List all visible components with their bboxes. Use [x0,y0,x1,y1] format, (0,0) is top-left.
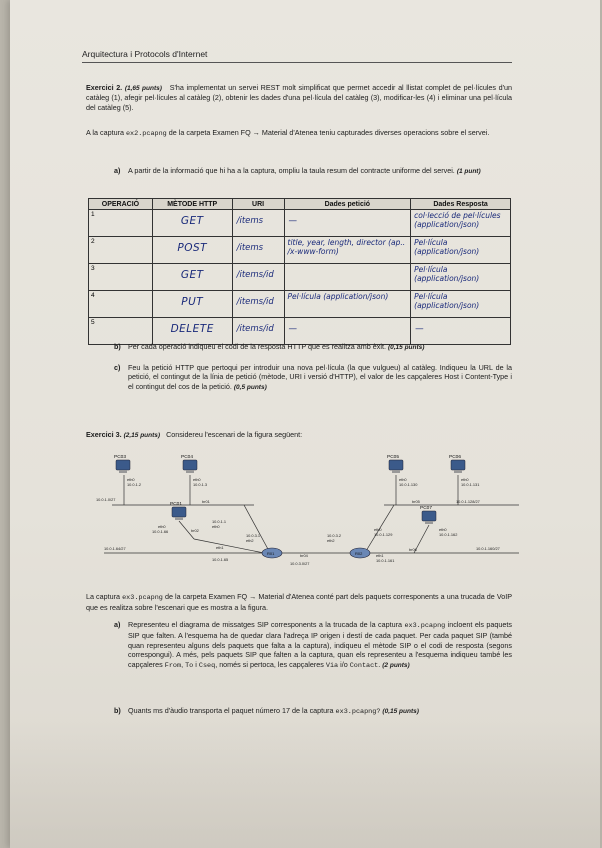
interface-label: eth0 [158,524,166,529]
ip-label: 10.0.1.1 [212,519,227,524]
ex2-item-b-letter: b) [114,342,121,351]
ex3-item-a-points: (2 punts) [382,661,410,669]
ex2-item-b-points: (0,15 punts) [387,344,425,351]
uri-cell [232,291,284,318]
row-number-cell [89,237,153,264]
request-cell [284,318,411,345]
table-row [89,237,511,264]
interface-label: eth0 [127,477,135,482]
method-handwriting: PUT [181,296,204,308]
table-row [89,264,511,291]
ex2-item-a [114,166,512,176]
ex2-intro [86,83,512,112]
interface-label: eth2 [327,538,335,543]
network-diagram [94,453,524,573]
sip-header-cseq: Cseq [198,661,216,670]
bridge-label: br01 [202,499,210,504]
col-header: Dades petició [284,199,411,210]
pc-icons [116,460,465,521]
ex3-capture-post: de la carpeta Examen FQ → Material d'Atenea conté part dels paquets corresponents a una trucada de VoIP que es realitza sobre l'escenari que es mostra a la figura. [86,592,513,613]
sip-header-from: From [164,661,182,670]
ex2-title: Exercici 2. [86,83,123,92]
response-handwriting: col·lecció de pel·lícules (application/json) [414,211,501,229]
ex3-item-b-letter: b) [114,706,121,715]
ex2-capture-file: ex2.pcapng [125,130,167,138]
table-row [89,210,511,237]
method-cell [152,291,232,318]
ip-label: 10.0.1.130 [399,482,418,487]
col-header: MÈTODE HTTP [152,199,232,210]
computer-icon [183,460,197,470]
method-cell [152,237,232,264]
router-label: R02 [355,551,363,556]
row-number: 1 [91,211,95,218]
ex2-capture-post: de la carpeta Examen FQ → Material d'Atenea teniu capturades diverses operacions sobre el servei. [168,128,490,137]
row-number-cell [89,291,153,318]
ex2-item-b-text: Per cada operació indiqueu el codi de la resposta HTTP que es realitza amb èxit. [128,342,386,351]
router-label: R01 [267,551,275,556]
interface-label: eth2 [246,538,254,543]
ip-label: 10.0.3.2 [327,533,342,538]
uri-cell [232,210,284,237]
pc-label: PC04 [181,455,193,460]
ip-label: 10.0.1.65 [212,557,229,562]
request-cell [284,237,411,264]
bridge-label: br02 [191,528,199,533]
ex3-item-a-text-3: només si pertoca, les capçaleres [219,659,324,669]
ex3-points: (2,15 punts) [123,432,161,439]
ex3-item-a-file: ex3.pcapng [404,622,446,630]
uri-cell [232,264,284,291]
sip-header-via: Via [325,661,339,670]
ex2-item-a-letter: a) [114,166,121,175]
response-cell [411,291,511,318]
pc-label: PC03 [114,455,126,460]
response-handwriting: — [415,324,424,334]
col-header: Dades Resposta [411,199,511,210]
col-header: URI [232,199,284,210]
request-cell [284,210,411,237]
subnet-label: 10.0.3.0/27 [290,561,310,566]
table-row [89,291,511,318]
response-handwriting: Pel·lícula (application/json) [414,238,480,256]
row-number-cell [89,264,153,291]
page-header: Arquitectura i Protocols d'Internet [82,49,512,63]
response-handwriting: Pel·lícula (application/json) [414,265,480,283]
ip-label: 10.0.1.161 [376,558,395,563]
ex2-capture-pre: A la captura [86,128,124,137]
ex2-item-a-text: A partir de la informació que hi ha a la captura, ompliu la taula resum del contracte uniforme del servei. [128,166,455,175]
method-cell [152,318,232,345]
col-header: OPERACIÓ [89,199,153,210]
bridge-label: br05 [412,499,420,504]
pc-label: PC01 [170,502,182,507]
subnet-label: 10.0.1.160/27 [476,546,500,551]
ex3-intro-text: Considereu l'escenari de la figura següent: [166,430,303,439]
ex3-item-a-text-2: incloent els paquets SIP que falten. A l'esquema ha de quedar clara l'adreça IP origen i destí de cada paquet. Per cada paquet SIP (també quan representeu alguns dels paquets que falta a la captura), indiqueu el mètode SIP o el codi de resposta (segons correspongui). A més, pels paquets SIP que falten a la captura, quan els representeu a l'esquema indiqueu també les capçaleres [128,620,512,669]
ex3-item-b-points: (0,15 punts) [382,708,419,715]
ex2-capture-note [86,128,512,139]
uri-handwriting: /items/id [236,297,274,307]
interface-label: eth0 [374,527,382,532]
interface-label: eth0 [461,477,469,482]
ip-label: 10.0.1.2 [127,482,142,487]
sip-header-to: To [185,661,194,670]
computer-icon [116,460,130,470]
uri-cell [232,237,284,264]
ex3-intro [86,430,512,440]
ex2-points: (1,65 punts) [124,85,162,92]
subnet-label: 10.0.1.64/27 [104,546,126,551]
ex2-item-c [114,363,512,392]
row-number-cell [89,210,153,237]
row-number: 3 [91,265,95,272]
ip-label: 10.0.1.3 [193,482,208,487]
computer-icon [451,460,465,470]
uri-cell [232,318,284,345]
uri-handwriting: /items/id [236,270,274,280]
pc-label: PC07 [420,506,432,511]
ex2-item-c-letter: c) [114,363,121,372]
row-number: 2 [91,238,95,245]
ip-label: 10.0.3.1 [246,533,261,538]
request-handwriting: title, year, length, director (ap.. /x-www-form) [287,238,406,256]
ip-label: 10.0.1.131 [461,482,480,487]
row-number-cell [89,318,153,345]
uri-handwriting: /items/id [236,324,274,334]
interface-label: eth0 [439,527,447,532]
uri-handwriting: /items [236,216,264,226]
response-cell [411,237,511,264]
response-handwriting: Pel·lícula (application/json) [414,292,480,310]
ex3-item-b-text: Quants ms d'àudio transporta el paquet número 17 de la captura [128,706,334,715]
ip-label: 10.0.1.162 [439,532,458,537]
method-cell [152,210,232,237]
interface-label: eth1 [216,545,224,550]
subnet-label: 10.0.1.0/27 [96,497,116,502]
ex3-item-a-letter: a) [114,620,121,629]
request-cell [284,264,411,291]
response-cell [411,210,511,237]
method-handwriting: POST [177,242,208,254]
table-row [89,318,511,345]
method-handwriting: GET [180,215,204,227]
method-handwriting: DELETE [170,323,214,335]
computer-icon [172,507,186,517]
ex2-item-c-points: (0,5 punts) [233,383,267,391]
interface-label: eth0 [399,477,407,482]
ex3-item-b [114,706,512,717]
request-handwriting: — [288,216,298,226]
computer-icon [422,511,436,521]
sip-header-contact: Contact [349,661,379,670]
ex3-item-a-text-1: Representeu el diagrama de missatges SIP corresponents a la trucada de la captura [128,620,403,629]
request-cell [284,291,411,318]
interface-label: eth0 [212,524,220,529]
computer-icon [389,460,403,470]
ex2-item-a-points: (1 punt) [456,168,481,175]
pc-label: PC05 [387,455,399,460]
ex3-capture-file: ex3.pcapng [122,594,163,602]
interface-label: eth0 [193,477,201,482]
uri-handwriting: /items [236,243,264,253]
ex3-item-a: a) Representeu el diagrama de missatges SIP corresponents a la trucada de la captura ex3.pcapng incloent els paquets SIP que falten. A l'esquema ha de quedar clara l'adreça IP origen i destí de cada paquet. Per cada paquet SIP (també quan representeu alguns dels paquets que falta a la captura), indiqueu el mètode SIP o el codi de resposta (segons correspongui). A més, pels paquets SIP que falten a la captura, quan els representeu a l'esquema indiqueu també les capçaleres From, To i Cseq, només si pertoca, les capçaleres Via i/o Contact. (2 punts) [114,620,512,670]
row-number: 5 [91,319,95,326]
ex3-capture-pre: La captura [86,592,121,601]
contract-table [88,198,511,345]
response-cell [411,264,511,291]
ex3-item-b-file: ex3.pcapng? [335,708,381,716]
request-handwriting: Pel·lícula (application/json) [287,292,389,301]
table-header-row [89,199,511,210]
ip-label: 10.0.1.129 [374,532,393,537]
ex2-item-c-text: Feu la petició HTTP que pertoqui per introduir una nova pel·lícula (la que vulgueu) al catàleg. Indiqueu la URL de la petició, el contingut de la línia de petició (mètode, URI i versió d'HTTP), el valor de les capçaleres Host i Content-Type i el contingut del cos de la petició. [128,363,512,391]
request-handwriting [285,264,411,266]
ip-label: 10.0.1.66 [152,529,169,534]
row-number: 4 [91,292,95,299]
ex3-title: Exercici 3. [86,430,122,439]
ex2-item-b [114,342,512,352]
bridge-label: br04 [300,553,308,558]
page-shadow [10,720,600,848]
pc-label: PC06 [449,455,461,460]
method-cell [152,264,232,291]
ex2-intro-text: S'ha implementat un servei REST molt simplificat que permet accedir al llistat complet de pel·lícules d'un catàleg (1), afegir pel·lícules al catàleg (2), obtenir les dades d'una pel·lícula del catàleg (3), modificar-les (4) i eliminar una pel·lícula del catàleg (5). [86,83,512,112]
request-handwriting: — [288,324,298,334]
interface-label: eth1 [376,553,384,558]
response-cell [411,318,511,345]
bridge-label: br06 [409,547,417,552]
method-handwriting: GET [180,269,204,281]
subnet-label: 10.0.1.128/27 [456,499,480,504]
ex3-capture-note [86,592,512,613]
